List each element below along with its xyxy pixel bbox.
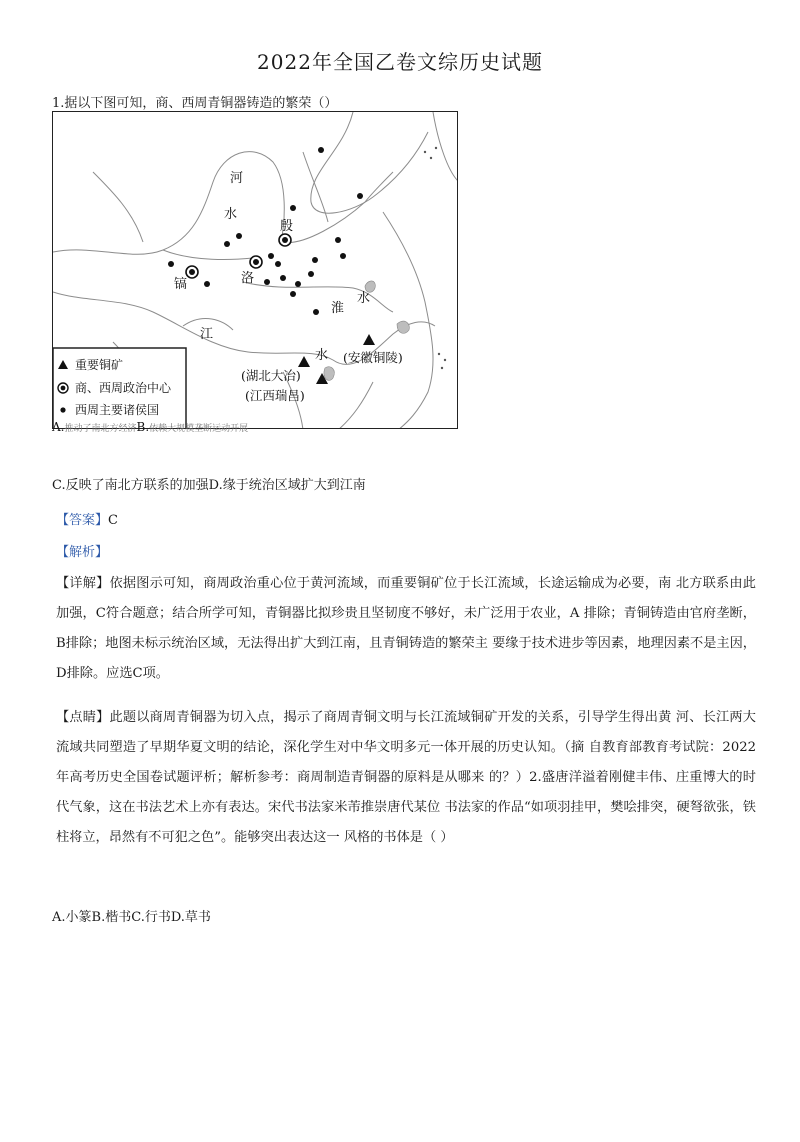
label-jiang: 江 <box>200 327 214 342</box>
vassal-state-dot <box>295 281 301 287</box>
coastline <box>311 112 433 429</box>
map-legend <box>53 348 186 429</box>
answer-line <box>56 509 118 528</box>
question-2-options: A.小篆B.楷书C.行书D.草书 <box>52 910 211 925</box>
vassal-state-dot <box>236 233 242 239</box>
yellow-river <box>53 152 393 255</box>
analysis-tag: 【解析】 <box>56 545 109 560</box>
vassal-state-dot <box>335 237 341 243</box>
answer-tag: 【答案】 <box>56 513 109 528</box>
political-centre-yin <box>279 234 291 246</box>
vassal-state-dot <box>224 241 230 247</box>
political-centres <box>186 234 291 278</box>
vassal-state-dot <box>313 309 319 315</box>
legend-item-text: 重要铜矿 <box>75 358 124 372</box>
lake <box>397 321 409 333</box>
vassal-state-dot <box>268 253 274 259</box>
vassal-state-dot <box>340 253 346 259</box>
map-svg <box>53 112 458 429</box>
option-b-text: 依赖大规模垄断运动开展 <box>149 424 249 434</box>
label-anhui: (安徽铜陵) <box>343 350 403 365</box>
label-shui-jiang: 水 <box>315 348 329 363</box>
comment-text: 此题以商周青铜器为切入点，揭示了商周青铜文明与长江流域铜矿开发的关系，引导学生得出黄 河、长江两大流域共同塑造了早期华夏文明的结论，深化学生对中华文明多元一体开展的历史认知。（摘 自教育部教育考试院：2022年高考历史全国卷试题评析；解析参考：商周制造青铜器的原料是从哪来 的？）2.盛唐洋溢着刚健丰伟、庄重博大的时代气象，这在书法艺术上亦有表达。宋代书法家米芾推崇唐代某位 书法家的作品“如项羽挂甲，樊哙排突，硬弩欲张，铁柱将立，昂然有不可犯之色”。能够突出表达这一 风格的书体是（ ） <box>56 710 756 845</box>
vassal-state-dot <box>308 271 314 277</box>
political-centre-luo <box>250 256 262 268</box>
answer-value: C <box>108 513 118 528</box>
label-hubei: (湖北大冶) <box>241 368 301 383</box>
label-luo: 洛 <box>241 271 255 286</box>
page-title: 2022年全国乙卷文综历史试题 <box>257 50 543 74</box>
vassal-state-dot <box>290 205 296 211</box>
question-1-stem: 1.据以下图可知，商、西周青铜器铸造的繁荣（） <box>52 96 338 111</box>
vassal-state-dot <box>204 281 210 287</box>
vassal-state-dot <box>280 275 286 281</box>
label-hao: 镐 <box>174 277 188 292</box>
political-centre-hao <box>186 266 198 278</box>
label-jiangxi: (江西瑞昌) <box>245 388 305 403</box>
label-yin: 殷 <box>280 219 294 234</box>
bronze-map <box>52 111 458 429</box>
vassal-state-dot <box>357 193 363 199</box>
options-ab <box>52 420 248 434</box>
option-b-label: B. <box>136 420 150 434</box>
option-a-text: 推动了南北方经济 <box>64 424 137 434</box>
option-a-label: A. <box>52 420 65 434</box>
copper-mine-hubei <box>298 356 310 367</box>
vassal-state-dot <box>168 261 174 267</box>
detail-tag: 【详解】 <box>56 576 110 591</box>
legend-item-text: 西周主要诸侯国 <box>75 403 160 417</box>
lake <box>324 367 334 381</box>
legend-dot-icon <box>60 407 65 412</box>
detail-paragraph <box>56 569 756 689</box>
vassal-state-dot <box>275 261 281 267</box>
vassal-state-dot <box>290 291 296 297</box>
label-huai: 淮 <box>331 301 345 316</box>
label-shui-huai: 水 <box>357 291 371 306</box>
options-cd: C.反映了南北方联系的加强D.缘于统治区域扩大到江南 <box>52 478 366 493</box>
detail-text: 依据图示可知，商周政治重心位于黄河流域，而重要铜矿位于长江流域，长途运输成为必要，南 北方联系由此加强，C符合题意；结合所学可知，青铜器比拟珍贵且坚韧度不够好，未广泛用于农业，A 排除；青铜铸造由官府垄断，B排除；地图未标示统治区域，无法得出扩大到江南，且青铜铸造的繁荣主 要缘于技术进步等因素，地理因素不是主因，D排除。应选C项。 <box>56 576 756 681</box>
label-he: 河 <box>230 171 244 186</box>
comment-paragraph <box>56 703 756 853</box>
legend-item-text: 商、西周政治中心 <box>75 381 172 395</box>
vassal-state-dot <box>264 279 270 285</box>
comment-tag: 【点睛】 <box>56 710 110 725</box>
vassal-state-dots <box>168 147 363 315</box>
vassal-state-dot <box>318 147 324 153</box>
copper-mine-anhui <box>363 334 375 345</box>
label-shui-north: 水 <box>224 207 238 222</box>
vassal-state-dot <box>312 257 318 263</box>
